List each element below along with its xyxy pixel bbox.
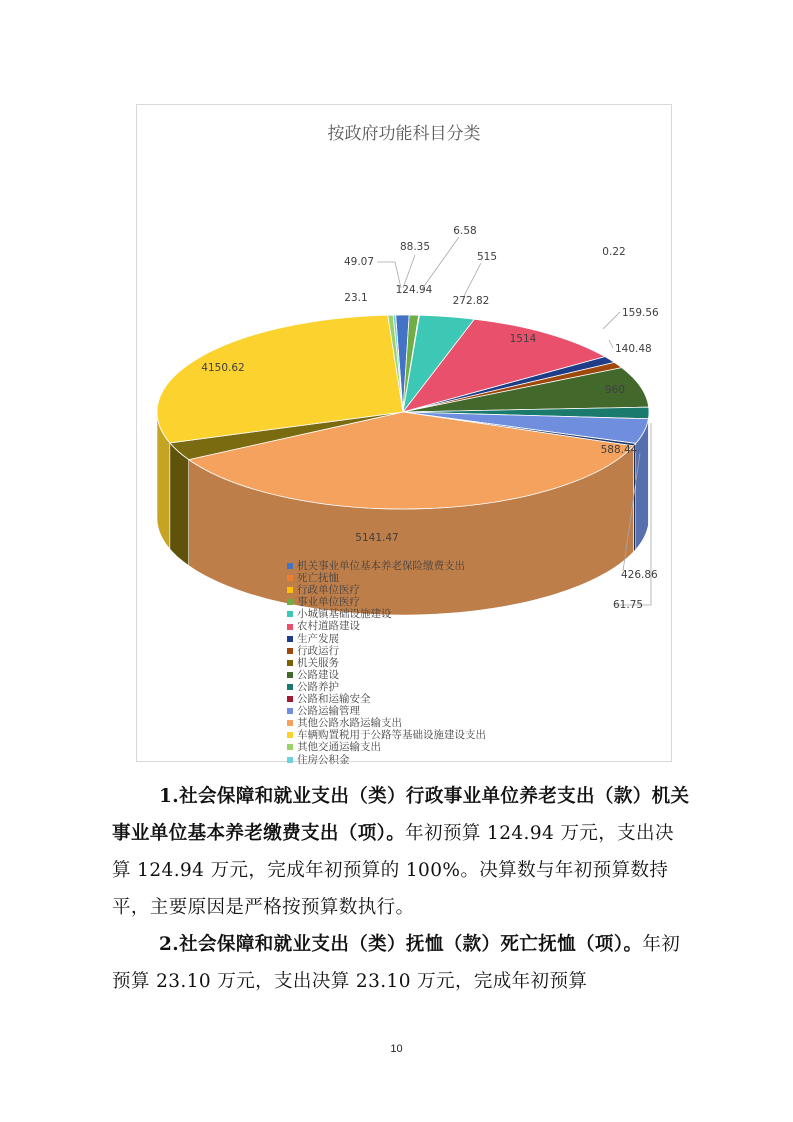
legend-label: 公路养护	[297, 680, 339, 693]
data-label: 515	[476, 251, 498, 263]
legend-label: 公路和运输安全	[297, 693, 371, 706]
legend-swatch	[287, 563, 293, 569]
legend-item	[287, 741, 486, 753]
data-label: 272.82	[452, 295, 490, 307]
body-text	[112, 778, 692, 1000]
paragraph-2-body: 年初预算 23.10 万元，支出决算 23.10 万元，完成年初预算	[112, 934, 681, 992]
legend-swatch	[287, 732, 293, 738]
leader-line	[603, 312, 620, 329]
data-label: 61.75	[613, 599, 644, 611]
legend-item	[287, 596, 486, 608]
legend-swatch	[287, 684, 293, 690]
legend-swatch	[287, 636, 293, 642]
legend-label: 生产发展	[297, 632, 339, 645]
paragraph-2-heading: 2.社会保障和就业支出（类）抚恤（款）死亡抚恤（项）。	[159, 934, 643, 955]
legend-item	[287, 560, 486, 572]
legend-label: 死亡抚恤	[297, 572, 339, 585]
paragraph-2	[112, 926, 692, 1000]
data-label: 426.86	[621, 569, 658, 581]
legend-item	[287, 693, 486, 705]
legend-swatch	[287, 599, 293, 605]
data-label: 140.48	[615, 343, 652, 355]
legend-swatch	[287, 624, 293, 630]
data-label: 5141.47	[355, 532, 399, 544]
leader-line	[609, 340, 613, 348]
legend-item	[287, 681, 486, 693]
legend-item	[287, 633, 486, 645]
legend-item	[287, 729, 486, 741]
chart-title: 按政府功能科目分类	[327, 124, 481, 144]
paragraph-1-heading: 1.社会保障和就业支出（类）行政事业单位养老支出（款）机关事业单位基本养老缴费支出（项）。	[112, 786, 690, 844]
legend-swatch	[287, 696, 293, 702]
legend-item	[287, 657, 486, 669]
legend-item	[287, 572, 486, 584]
paragraph-1	[112, 778, 692, 926]
legend-swatch	[287, 575, 293, 581]
data-label: 1514	[509, 333, 537, 345]
data-label: 6.58	[453, 225, 477, 237]
legend-swatch	[287, 708, 293, 714]
legend-label: 机关事业单位基本养老保险缴费支出	[297, 560, 465, 572]
legend-swatch	[287, 660, 293, 666]
legend-swatch	[287, 744, 293, 750]
legend-label: 行政运行	[297, 644, 339, 657]
legend-label: 行政单位医疗	[297, 584, 360, 597]
legend-label: 其他公路水路运输支出	[297, 717, 402, 730]
legend-item	[287, 620, 486, 632]
legend-label: 农村道路建设	[297, 620, 360, 633]
data-label: 23.1	[344, 292, 368, 304]
legend-swatch	[287, 587, 293, 593]
legend-swatch	[287, 648, 293, 654]
data-label: 159.56	[622, 307, 659, 319]
chart-legend	[287, 560, 486, 766]
legend-label: 住房公积金	[297, 753, 350, 766]
data-label: 88.35	[399, 241, 431, 253]
legend-label: 公路建设	[297, 668, 339, 681]
legend-item	[287, 705, 486, 717]
data-label: 49.07	[343, 256, 375, 268]
legend-item	[287, 645, 486, 657]
legend-label: 事业单位医疗	[297, 596, 360, 609]
page-number: 10	[390, 1043, 403, 1055]
leader-line	[464, 263, 481, 296]
data-label: 960	[604, 384, 626, 396]
legend-label: 其他交通运输支出	[297, 741, 381, 754]
legend-swatch	[287, 757, 293, 763]
data-label: 0.22	[602, 246, 626, 258]
legend-label: 机关服务	[297, 656, 339, 669]
legend-item	[287, 754, 486, 766]
legend-item	[287, 608, 486, 620]
legend-swatch	[287, 672, 293, 678]
legend-label: 小城镇基础设施建设	[297, 608, 392, 621]
pie-slice-side	[170, 443, 189, 566]
legend-item	[287, 717, 486, 729]
legend-label: 车辆购置税用于公路等基础设施建设支出	[297, 729, 486, 742]
legend-swatch	[287, 611, 293, 617]
legend-swatch	[287, 720, 293, 726]
data-label: 124.94	[395, 284, 433, 296]
pie-chart-frame	[136, 104, 672, 766]
legend-item	[287, 584, 486, 596]
data-label: 588.44	[600, 444, 638, 456]
legend-item	[287, 669, 486, 681]
data-label: 4150.62	[201, 362, 245, 374]
legend-label: 公路运输管理	[297, 705, 360, 718]
paragraph-1-body: 年初预算 124.94 万元，支出决算 124.94 万元，完成年初预算的 100%。决算数与年初预算数持平，主要原因是严格按预算数执行。	[112, 823, 674, 918]
